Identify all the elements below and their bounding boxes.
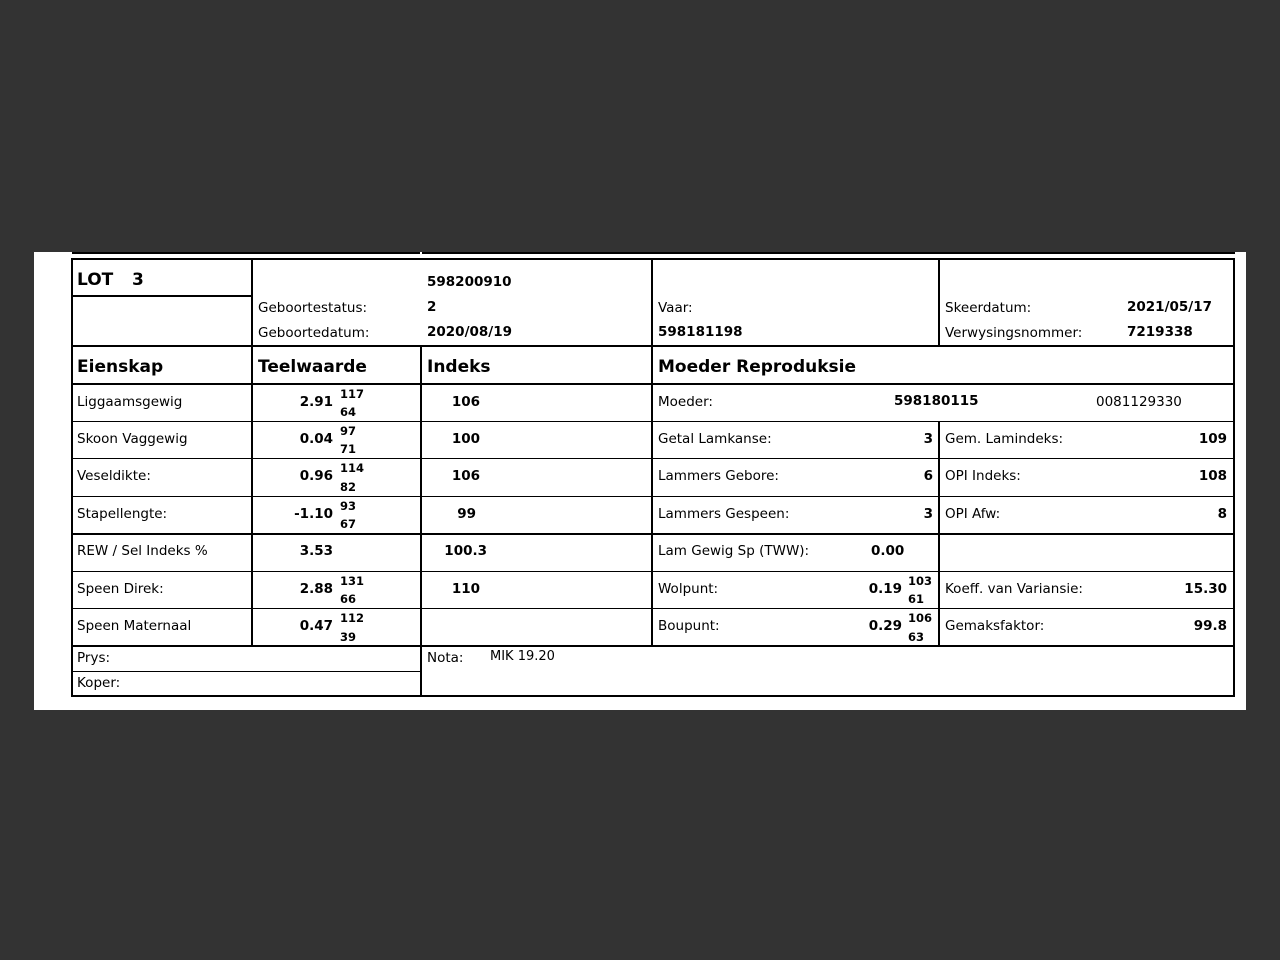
nota-value: MIK 19.20	[490, 649, 555, 664]
trait-lower: 66	[340, 592, 357, 606]
trait-indeks: 100.3	[444, 543, 487, 559]
trait-teelwaarde: 3.53	[299, 543, 333, 559]
trait-lower: 82	[340, 480, 357, 494]
gem-lamindeks-value: 109	[1198, 431, 1227, 447]
moeder-label: Moeder:	[658, 394, 713, 410]
opi-afw-label: OPI Afw:	[945, 506, 1001, 522]
geboortedatum-label: Geboortedatum:	[258, 325, 370, 341]
geboortedatum-value: 2020/08/19	[427, 324, 513, 340]
column-moeder-reproduksie: Moeder Reproduksie	[658, 357, 857, 377]
boupunt-value: 0.29	[868, 618, 902, 634]
trait-upper: 114	[340, 461, 365, 475]
trait-lower: 64	[340, 405, 357, 419]
geboortestatus-label: Geboortestatus:	[258, 300, 368, 316]
verwysingsnommer-value: 7219338	[1127, 324, 1193, 340]
trait-indeks: 106	[451, 394, 480, 410]
trait-lower: 39	[340, 630, 357, 644]
skeerdatum-label: Skeerdatum:	[945, 300, 1032, 316]
trait-teelwaarde: 0.96	[299, 468, 333, 484]
top-rule-gap	[420, 252, 422, 254]
trait-teelwaarde: 2.88	[299, 581, 333, 597]
trait-indeks: 106	[451, 468, 480, 484]
koeff-label: Koeff. van Variansie:	[945, 581, 1083, 597]
lammers-gespeen-value: 3	[923, 506, 933, 522]
trait-name: Speen Direk:	[77, 581, 164, 597]
trait-upper: 97	[340, 424, 357, 438]
lam-gewig-value: 0.00	[871, 543, 905, 559]
trait-indeks: 100	[451, 431, 480, 447]
lam-gewig-label: Lam Gewig Sp (TWW):	[658, 543, 810, 559]
lammers-gespeen-label: Lammers Gespeen:	[658, 506, 790, 522]
trait-name: Liggaamsgewig	[77, 394, 183, 410]
lot-number: 3	[132, 270, 144, 290]
trait-name: Speen Maternaal	[77, 618, 192, 634]
lammers-gebore-value: 6	[923, 468, 933, 484]
trait-indeks: 99	[457, 506, 476, 522]
opi-indeks-label: OPI Indeks:	[945, 468, 1021, 484]
moeder-ref: 0081129330	[1096, 394, 1182, 410]
wolpunt-lower: 61	[908, 592, 925, 606]
moeder-id: 598180115	[894, 393, 979, 409]
gem-lamindeks-label: Gem. Lamindeks:	[945, 431, 1064, 447]
koper-label: Koper:	[77, 675, 121, 691]
trait-upper: 93	[340, 499, 357, 513]
column-teelwaarde: Teelwaarde	[258, 357, 367, 377]
trait-teelwaarde: -1.10	[294, 506, 333, 522]
wolpunt-label: Wolpunt:	[658, 581, 719, 597]
trait-lower: 71	[340, 442, 357, 456]
getal-lamkanse-label: Getal Lamkanse:	[658, 431, 772, 447]
column-indeks: Indeks	[427, 357, 491, 377]
wolpunt-value: 0.19	[868, 581, 902, 597]
getal-lamkanse-value: 3	[923, 431, 933, 447]
trait-name: Veseldikte:	[77, 468, 151, 484]
boupunt-lower: 63	[908, 630, 925, 644]
wolpunt-upper: 103	[908, 574, 933, 588]
gemaksfaktor-value: 99.8	[1193, 618, 1227, 634]
lot-label: LOT	[77, 270, 114, 290]
vaar-label: Vaar:	[658, 300, 693, 316]
koeff-value: 15.30	[1184, 581, 1227, 597]
trait-teelwaarde: 2.91	[299, 394, 333, 410]
trait-name: REW / Sel Indeks %	[77, 543, 208, 559]
trait-teelwaarde: 0.47	[299, 618, 333, 634]
animal-id: 598200910	[427, 274, 512, 290]
trait-lower: 67	[340, 517, 357, 531]
lammers-gebore-label: Lammers Gebore:	[658, 468, 779, 484]
trait-upper: 117	[340, 387, 365, 401]
trait-name: Stapellengte:	[77, 506, 168, 522]
vaar-value: 598181198	[658, 324, 743, 340]
verwysingsnommer-label: Verwysingsnommer:	[945, 325, 1083, 341]
trait-upper: 112	[340, 611, 365, 625]
opi-afw-value: 8	[1217, 506, 1227, 522]
trait-name: Skoon Vaggewig	[77, 431, 188, 447]
nota-label: Nota:	[427, 650, 464, 666]
trait-upper: 131	[340, 574, 365, 588]
skeerdatum-value: 2021/05/17	[1127, 299, 1213, 315]
top-rule	[72, 252, 1235, 254]
gemaksfaktor-label: Gemaksfaktor:	[945, 618, 1045, 634]
column-eienskap: Eienskap	[77, 357, 164, 377]
document-sheet	[34, 252, 1246, 710]
opi-indeks-value: 108	[1198, 468, 1227, 484]
trait-indeks: 110	[451, 581, 480, 597]
trait-teelwaarde: 0.04	[299, 431, 333, 447]
geboortestatus-value: 2	[427, 299, 437, 315]
boupunt-label: Boupunt:	[658, 618, 720, 634]
boupunt-upper: 106	[908, 611, 933, 625]
prys-label: Prys:	[77, 650, 111, 666]
